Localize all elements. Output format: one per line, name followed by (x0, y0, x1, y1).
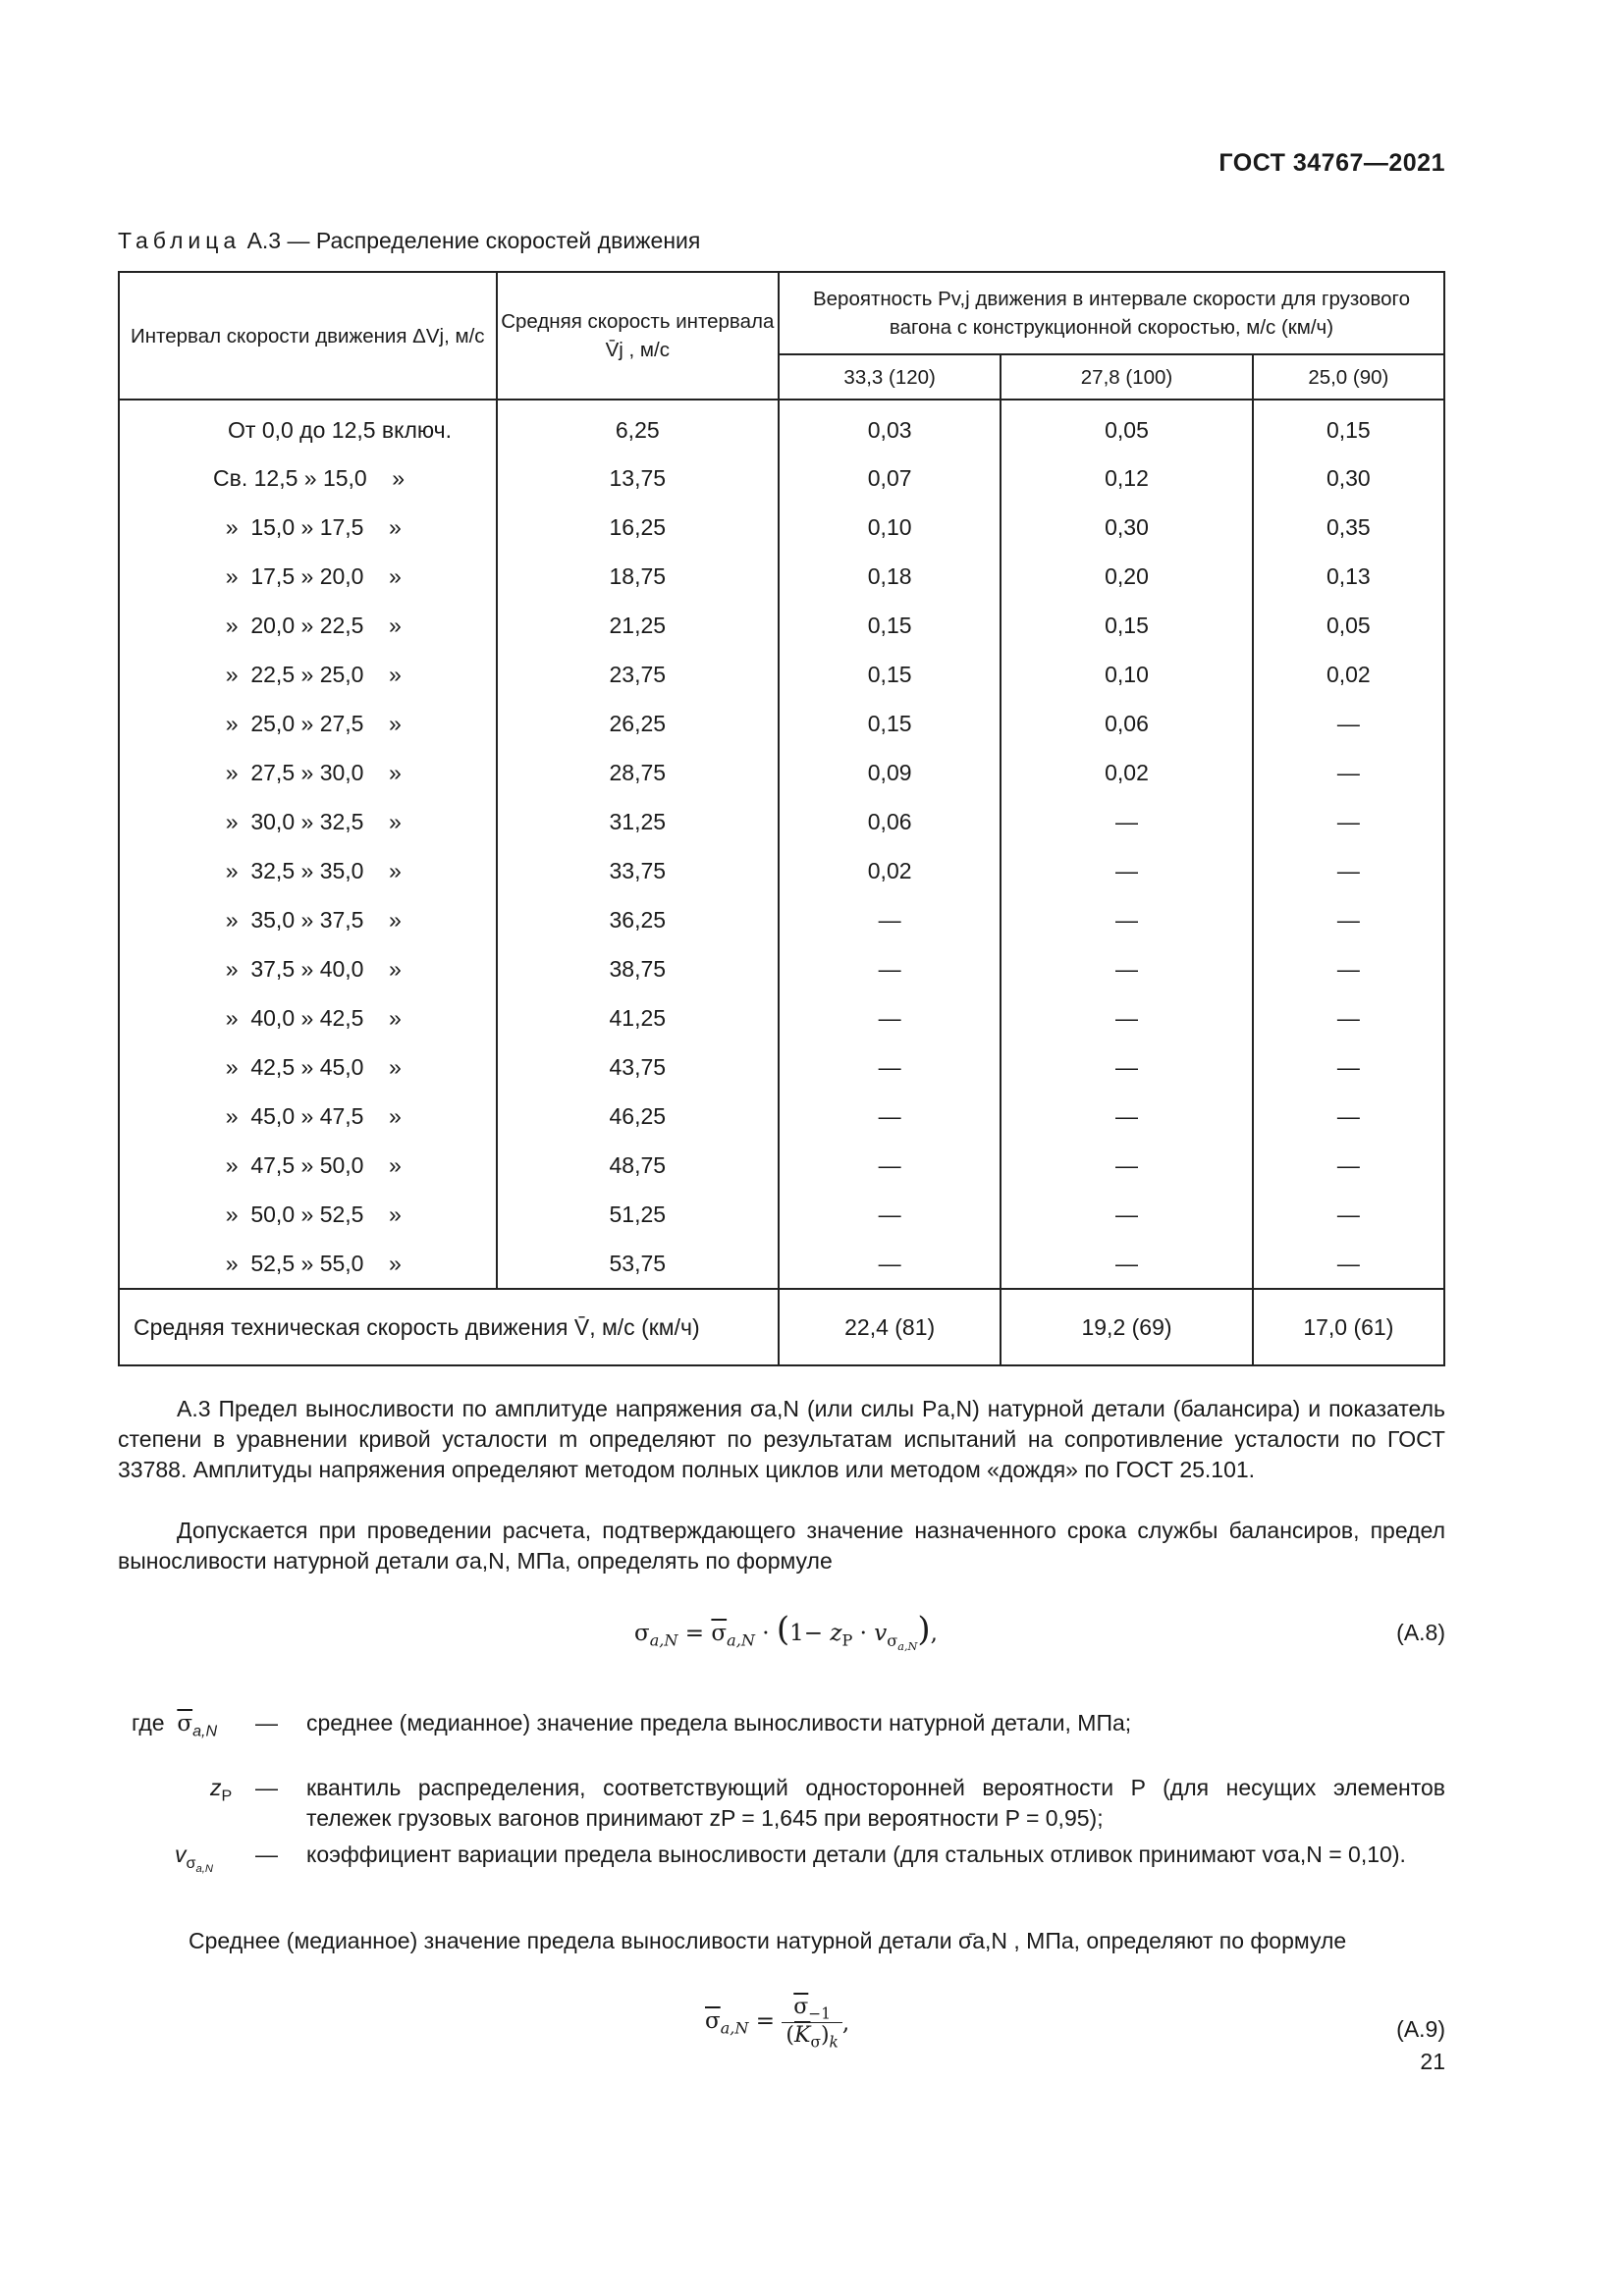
header-probability: Вероятность Pv,j движения в интервале скорости для грузового вагона с конструкционной скоростью, м/с (км/ч) (779, 272, 1444, 354)
table-row (119, 748, 1444, 797)
header-mean-speed: Средняя скорость интервала V̄j , м/с (497, 272, 779, 400)
cell-interval: » 35,0 » 37,5 » (119, 895, 497, 944)
cell-prob-90: 0,13 (1253, 552, 1444, 601)
cell-interval: » 27,5 » 30,0 » (119, 748, 497, 797)
table-row (119, 650, 1444, 699)
def2-dash: — (255, 1775, 278, 1800)
cell-prob-120: 0,06 (779, 797, 1001, 846)
def3-dash: — (255, 1842, 278, 1867)
table-row (119, 400, 1444, 454)
formula-a9-number: (А.9) (1396, 2016, 1445, 2042)
cell-prob-120: 0,10 (779, 503, 1001, 552)
cell-prob-100: 0,20 (1001, 552, 1252, 601)
cell-interval: Св. 12,5 » 15,0 » (119, 454, 497, 503)
formula-a8-number: (А.8) (1396, 1620, 1445, 1645)
cell-prob-90: 0,15 (1253, 400, 1444, 454)
cell-mean-speed: 48,75 (497, 1141, 779, 1190)
cell-prob-100: 0,30 (1001, 503, 1252, 552)
cell-prob-120: — (779, 1092, 1001, 1141)
header-speed-120: 33,3 (120) (779, 354, 1001, 400)
paragraph-a3: А.3 Предел выносливости по амплитуде напряжения σa,N (или силы Pa,N) натурной детали (балансира) и показатель степени в уравнении кривой усталости m определяют по результатам испытаний на сопротивление усталости по ГОСТ 33788. Амплитуды напряжения определяют методом полных циклов или методом «дождя» по ГОСТ 25.101. (118, 1396, 1445, 1482)
cell-interval: » 17,5 » 20,0 » (119, 552, 497, 601)
cell-mean-speed: 36,25 (497, 895, 779, 944)
table-row (119, 601, 1444, 650)
def3-text: коэффициент вариации предела выносливости детали (для стальных отливок принимают vσa,N = 0,10). (306, 1842, 1406, 1867)
cell-prob-90: — (1253, 1042, 1444, 1092)
formula-a8: $\sigma_{a,N} = \overline{\sigma}_{a,N} \cdot (1- z_P \cdot v_{\sigma_{a,N}})$, (634, 1610, 938, 1653)
cell-prob-100: — (1001, 1092, 1252, 1141)
cell-prob-120: — (779, 1042, 1001, 1092)
cell-mean-speed: 28,75 (497, 748, 779, 797)
cell-prob-100: 0,05 (1001, 400, 1252, 454)
cell-prob-90: — (1253, 1141, 1444, 1190)
cell-mean-speed: 26,25 (497, 699, 779, 748)
table-row (119, 699, 1444, 748)
def1-text: среднее (медианное) значение предела выносливости натурной детали, МПа; (306, 1710, 1132, 1735)
cell-prob-120: 0,07 (779, 454, 1001, 503)
cell-prob-90: — (1253, 944, 1444, 993)
table-caption (118, 228, 700, 254)
cell-prob-120: 0,03 (779, 400, 1001, 454)
table-row (119, 944, 1444, 993)
cell-prob-100: 0,06 (1001, 699, 1252, 748)
def1-dash: — (255, 1710, 278, 1735)
paragraph-median: Среднее (медианное) значение предела выносливости натурной детали σ̄a,N , МПа, определяют по формуле (189, 1928, 1347, 1953)
cell-prob-90: 0,30 (1253, 454, 1444, 503)
table-row (119, 1190, 1444, 1239)
header-speed-100: 27,8 (100) (1001, 354, 1252, 400)
cell-prob-90: — (1253, 699, 1444, 748)
cell-prob-90: — (1253, 1092, 1444, 1141)
cell-interval: » 40,0 » 42,5 » (119, 993, 497, 1042)
cell-prob-90: — (1253, 748, 1444, 797)
where-label: где $\overline{\sigma}_{a,N}$ (132, 1710, 218, 1740)
cell-prob-90: — (1253, 895, 1444, 944)
cell-prob-100: — (1001, 1190, 1252, 1239)
cell-mean-speed: 16,25 (497, 503, 779, 552)
table-row (119, 552, 1444, 601)
table-row (119, 797, 1444, 846)
table-row (119, 503, 1444, 552)
cell-prob-90: — (1253, 993, 1444, 1042)
speed-distribution-table (118, 271, 1445, 1366)
table-row (119, 1239, 1444, 1289)
cell-mean-speed: 31,25 (497, 797, 779, 846)
cell-prob-120: 0,09 (779, 748, 1001, 797)
cell-prob-90: 0,05 (1253, 601, 1444, 650)
header-speed-90: 25,0 (90) (1253, 354, 1444, 400)
cell-prob-100: — (1001, 797, 1252, 846)
formula-a9: $\overline{\sigma}_{a,N}$ = $\frac{\overline{\sigma}_{-1}}{(\overline{K}_\sigma)_k}$ , (705, 1995, 850, 2052)
footer-label: Средняя техническая скорость движения V̄, м/с (км/ч) (119, 1289, 779, 1365)
cell-prob-120: 0,15 (779, 601, 1001, 650)
cell-mean-speed: 38,75 (497, 944, 779, 993)
cell-prob-120: — (779, 1190, 1001, 1239)
cell-interval: » 32,5 » 35,0 » (119, 846, 497, 895)
def3-symbol: $v_{\sigma_{a,N}}$ (175, 1842, 213, 1875)
header-interval: Интервал скорости движения ΔVj, м/с (119, 272, 497, 400)
cell-mean-speed: 41,25 (497, 993, 779, 1042)
table-row (119, 846, 1444, 895)
cell-interval: » 30,0 » 32,5 » (119, 797, 497, 846)
cell-interval: » 47,5 » 50,0 » (119, 1141, 497, 1190)
page-number: 21 (1420, 2049, 1445, 2074)
cell-prob-100: 0,15 (1001, 601, 1252, 650)
cell-interval: » 25,0 » 27,5 » (119, 699, 497, 748)
cell-interval: » 52,5 » 55,0 » (119, 1239, 497, 1289)
cell-mean-speed: 46,25 (497, 1092, 779, 1141)
cell-prob-120: — (779, 1239, 1001, 1289)
cell-mean-speed: 6,25 (497, 400, 779, 454)
cell-prob-90: — (1253, 1190, 1444, 1239)
cell-prob-100: — (1001, 944, 1252, 993)
cell-prob-120: — (779, 944, 1001, 993)
def2-symbol: $z_P$ (210, 1775, 233, 1805)
table-caption-text: А.3 — Распределение скоростей движения (246, 228, 701, 253)
cell-prob-100: — (1001, 846, 1252, 895)
cell-interval: » 50,0 » 52,5 » (119, 1190, 497, 1239)
cell-prob-90: — (1253, 797, 1444, 846)
cell-prob-120: — (779, 895, 1001, 944)
cell-prob-100: 0,12 (1001, 454, 1252, 503)
footer-value-120: 22,4 (81) (779, 1289, 1001, 1365)
cell-interval: От 0,0 до 12,5 включ. (119, 400, 497, 454)
footer-value-100: 19,2 (69) (1001, 1289, 1252, 1365)
cell-prob-100: 0,10 (1001, 650, 1252, 699)
cell-interval: » 37,5 » 40,0 » (119, 944, 497, 993)
paragraph-permitted: Допускается при проведении расчета, подтверждающего значение назначенного срока службы балансиров, предел выносливости натурной детали σa,N, МПа, определять по формуле (118, 1518, 1445, 1574)
cell-mean-speed: 51,25 (497, 1190, 779, 1239)
cell-prob-100: 0,02 (1001, 748, 1252, 797)
footer-value-90: 17,0 (61) (1253, 1289, 1444, 1365)
cell-prob-100: — (1001, 1042, 1252, 1092)
cell-interval: » 15,0 » 17,5 » (119, 503, 497, 552)
def2-text: квантиль распределения, соответствующий односторонней вероятности P (для несущих элементов тележек грузовых вагонов принимают zP = 1,645 при вероятности P = 0,95); (306, 1775, 1445, 1831)
cell-mean-speed: 33,75 (497, 846, 779, 895)
cell-mean-speed: 13,75 (497, 454, 779, 503)
table-row (119, 1042, 1444, 1092)
cell-prob-100: — (1001, 1141, 1252, 1190)
cell-prob-120: 0,02 (779, 846, 1001, 895)
cell-prob-120: — (779, 1141, 1001, 1190)
table-row (119, 1092, 1444, 1141)
standard-number: ГОСТ 34767—2021 (1218, 149, 1445, 177)
cell-prob-120: 0,18 (779, 552, 1001, 601)
table-row (119, 1141, 1444, 1190)
cell-mean-speed: 18,75 (497, 552, 779, 601)
cell-mean-speed: 43,75 (497, 1042, 779, 1092)
cell-interval: » 42,5 » 45,0 » (119, 1042, 497, 1092)
table-row (119, 454, 1444, 503)
cell-prob-120: 0,15 (779, 699, 1001, 748)
cell-prob-100: — (1001, 993, 1252, 1042)
cell-interval: » 20,0 » 22,5 » (119, 601, 497, 650)
cell-prob-90: 0,35 (1253, 503, 1444, 552)
cell-prob-100: — (1001, 895, 1252, 944)
cell-prob-100: — (1001, 1239, 1252, 1289)
table-caption-label: Таблица (118, 228, 242, 253)
table-row (119, 993, 1444, 1042)
cell-prob-120: 0,15 (779, 650, 1001, 699)
cell-mean-speed: 53,75 (497, 1239, 779, 1289)
cell-interval: » 22,5 » 25,0 » (119, 650, 497, 699)
table-row (119, 895, 1444, 944)
cell-prob-120: — (779, 993, 1001, 1042)
cell-prob-90: — (1253, 1239, 1444, 1289)
cell-prob-90: 0,02 (1253, 650, 1444, 699)
cell-prob-90: — (1253, 846, 1444, 895)
cell-mean-speed: 23,75 (497, 650, 779, 699)
cell-interval: » 45,0 » 47,5 » (119, 1092, 497, 1141)
cell-mean-speed: 21,25 (497, 601, 779, 650)
